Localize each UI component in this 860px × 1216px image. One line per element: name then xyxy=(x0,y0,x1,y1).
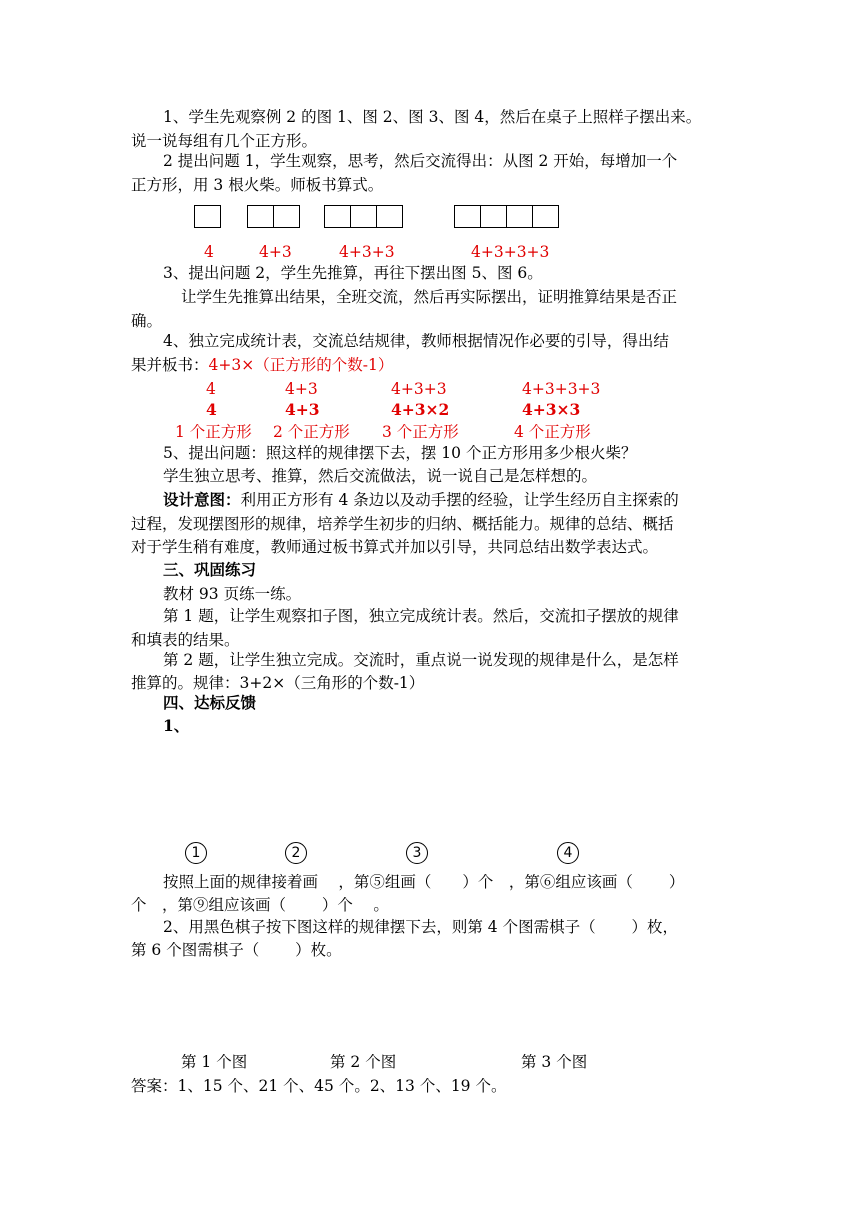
textbook-reference: 教材 93 页练一练。 xyxy=(163,585,302,603)
formula-row-3-item: 4+3×2 xyxy=(391,400,450,419)
exercise-1-line-2: 和填表的结果。 xyxy=(131,631,240,649)
paragraph-2-line-1: 2 提出问题 1，学生观察，思考，然后交流得出：从图 2 开始，每增加一个 xyxy=(163,152,678,170)
formula-row-1-item: 4 xyxy=(204,243,214,261)
exercise-1-line-1: 第 1 题，让学生观察扣子图，独立完成统计表。然后，交流扣子摆放的规律 xyxy=(163,607,679,625)
paragraph-6: 学生独立思考、推算，然后交流做法，说一说自己是怎样想的。 xyxy=(163,467,598,485)
general-formula: 4+3×（正方形的个数-1） xyxy=(208,356,394,374)
three-square-figure xyxy=(324,205,403,228)
formula-row-2-item: 4+3+3+3 xyxy=(522,380,601,398)
circled-number-2: 2 xyxy=(285,842,307,864)
design-intent-line-3: 对于学生稍有难度，教师通过板书算式并加以引导，共同总结出数学表达式。 xyxy=(131,538,659,556)
feedback-1-line-2: 个 ，第⑨组应该画（ ）个 。 xyxy=(131,896,389,914)
two-square-figure xyxy=(247,205,300,228)
paragraph-3b-line-1: 让学生先推算出结果，全班交流，然后再实际摆出，证明推算结果是否正 xyxy=(181,288,678,306)
answer-line: 答案：1、15 个、21 个、45 个。2、13 个、19 个。 xyxy=(131,1077,507,1095)
section-3-heading: 三、巩固练习 xyxy=(163,560,257,579)
circled-number-1: 1 xyxy=(185,842,207,864)
formula-row-3-item: 4 xyxy=(206,400,217,419)
design-intent-text: 利用正方形有 4 条边以及动手摆的经验，让学生经历自主探索的 xyxy=(240,491,679,509)
paragraph-4-line-2 xyxy=(131,355,393,375)
formula-row-1-item: 4+3+3 xyxy=(339,243,395,261)
feedback-1-line-1: 按照上面的规律接着画 ，第⑤组画（ ）个 ，第⑥组应该画（ ） xyxy=(163,873,685,891)
circled-number-3: 3 xyxy=(406,842,428,864)
paragraph-4-line-1: 4、独立完成统计表，交流总结规律，教师根据情况作必要的引导，得出结 xyxy=(163,332,669,350)
design-intent-label: 设计意图： xyxy=(163,490,241,509)
formula-row-3-item: 4+3 xyxy=(285,400,320,419)
square-count-label: 3 个正方形 xyxy=(382,423,459,441)
four-square-figure xyxy=(454,205,559,228)
figure-label-1: 第 1 个图 xyxy=(181,1053,248,1071)
paragraph-3b-line-2: 确。 xyxy=(131,312,163,330)
design-intent-line-1 xyxy=(163,490,679,510)
exercise-2-line-2: 推算的。规律：3+2×（三角形的个数-1） xyxy=(131,674,425,692)
paragraph-4-text: 果并板书： xyxy=(131,356,209,374)
figure-label-3: 第 3 个图 xyxy=(521,1053,588,1071)
paragraph-5: 5、提出问题：照这样的规律摆下去，摆 10 个正方形用多少根火柴？ xyxy=(163,444,637,462)
formula-row-3-item: 4+3×3 xyxy=(522,400,581,419)
feedback-2-line-1: 2、用黑色棋子按下图这样的规律摆下去，则第 4 个图需棋子（ ）枚， xyxy=(163,918,679,936)
exercise-2-line-1: 第 2 题，让学生独立完成。交流时，重点说一说发现的规律是什么，是怎样 xyxy=(163,651,679,669)
square-count-label: 4 个正方形 xyxy=(514,423,591,441)
formula-row-2-item: 4 xyxy=(206,380,216,398)
paragraph-3: 3、提出问题 2，学生先推算，再往下摆出图 5、图 6。 xyxy=(163,264,543,282)
paragraph-1-line-1: 1、学生先观察例 2 的图 1、图 2、图 3、图 4，然后在桌子上照样子摆出来。 xyxy=(163,108,702,126)
one-square-figure xyxy=(194,205,221,228)
section-4-heading: 四、达标反馈 xyxy=(163,693,257,712)
paragraph-2-line-2: 正方形，用 3 根火柴。师板书算式。 xyxy=(131,176,384,194)
design-intent-line-2: 过程，发现摆图形的规律，培养学生初步的归纳、概括能力。规律的总结、概括 xyxy=(131,515,674,533)
formula-row-2-item: 4+3 xyxy=(285,380,318,398)
formula-row-1-item: 4+3 xyxy=(259,243,292,261)
feedback-2-line-2: 第 6 个图需棋子（ ）枚。 xyxy=(131,941,342,959)
paragraph-1-line-2: 说一说每组有几个正方形。 xyxy=(131,132,318,150)
square-count-label: 2 个正方形 xyxy=(273,423,350,441)
square-count-label: 1 个正方形 xyxy=(175,423,252,441)
formula-row-2-item: 4+3+3 xyxy=(391,380,447,398)
formula-row-1-item: 4+3+3+3 xyxy=(471,243,550,261)
circled-number-4: 4 xyxy=(557,842,579,864)
feedback-item-1: 1、 xyxy=(163,716,190,735)
figure-label-2: 第 2 个图 xyxy=(330,1053,397,1071)
